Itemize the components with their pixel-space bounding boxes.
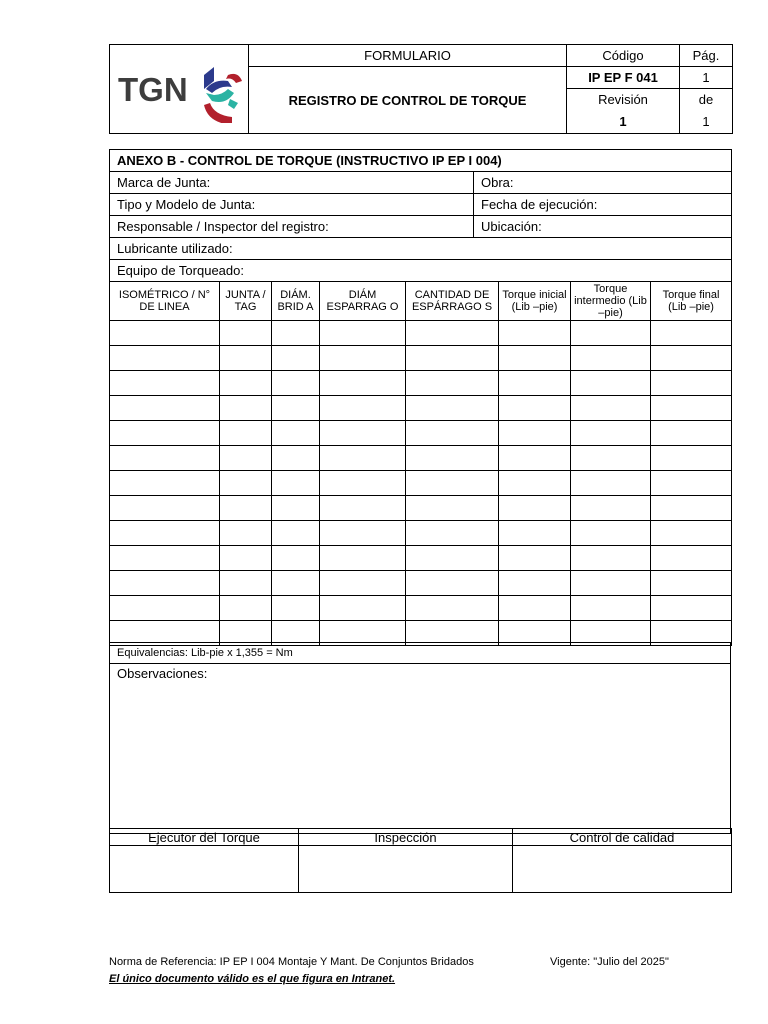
table-cell[interactable]	[571, 571, 651, 596]
equipo-field[interactable]: Equipo de Torqueado:	[110, 260, 732, 282]
table-cell[interactable]	[406, 346, 499, 371]
table-cell[interactable]	[499, 471, 571, 496]
table-cell[interactable]	[220, 421, 272, 446]
table-cell[interactable]	[406, 521, 499, 546]
table-cell[interactable]	[220, 346, 272, 371]
table-cell[interactable]	[571, 421, 651, 446]
document-header	[109, 44, 733, 134]
table-cell[interactable]	[110, 546, 220, 571]
column-header: Torque intermedio (Lib –pie)	[571, 282, 651, 321]
table-row	[110, 396, 732, 421]
table-cell[interactable]	[272, 546, 320, 571]
table-cell[interactable]	[499, 321, 571, 346]
table-cell[interactable]	[571, 471, 651, 496]
table-cell[interactable]	[651, 446, 732, 471]
table-cell[interactable]	[320, 596, 406, 621]
table-cell[interactable]	[499, 446, 571, 471]
table-cell[interactable]	[651, 371, 732, 396]
column-header: DIÁM. BRID A	[272, 282, 320, 321]
table-cell[interactable]	[272, 446, 320, 471]
page-of-label: de	[698, 92, 714, 107]
table-cell[interactable]	[406, 446, 499, 471]
table-cell[interactable]	[571, 371, 651, 396]
code-value: IP EP F 041	[567, 67, 680, 89]
ejecutor-signature[interactable]	[110, 846, 299, 893]
table-row	[110, 596, 732, 621]
table-cell[interactable]	[320, 346, 406, 371]
form-label: FORMULARIO	[249, 45, 567, 67]
table-cell[interactable]	[571, 546, 651, 571]
table-cell[interactable]	[272, 571, 320, 596]
footer-norma: Norma de Referencia: IP EP I 004 Montaje Y Mant. De Conjuntos Bridados	[109, 956, 474, 968]
table-row	[110, 321, 732, 346]
table-cell[interactable]	[320, 396, 406, 421]
table-cell[interactable]	[406, 546, 499, 571]
footer-vigente: Vigente: "Julio del 2025"	[550, 956, 669, 968]
section-title: ANEXO B - CONTROL DE TORQUE (INSTRUCTIVO IP EP I 004)	[110, 150, 732, 172]
logo-cell	[110, 45, 249, 134]
table-cell[interactable]	[499, 371, 571, 396]
table-cell[interactable]	[110, 321, 220, 346]
signature-block	[109, 828, 732, 893]
inspeccion-signature[interactable]	[299, 846, 513, 893]
table-cell[interactable]	[651, 496, 732, 521]
table-cell[interactable]	[320, 446, 406, 471]
table-cell[interactable]	[406, 371, 499, 396]
table-cell[interactable]	[110, 471, 220, 496]
calidad-label: Control de calidad	[513, 829, 732, 846]
table-cell[interactable]	[110, 371, 220, 396]
table-cell[interactable]	[272, 421, 320, 446]
table-cell[interactable]	[272, 371, 320, 396]
table-cell[interactable]	[499, 521, 571, 546]
table-row	[110, 496, 732, 521]
column-header: ISOMÉTRICO / N° DE LINEA	[110, 282, 220, 321]
table-row	[110, 371, 732, 396]
footer-disclaimer: El único documento válido es el que figura en Intranet.	[109, 973, 396, 985]
table-body	[110, 321, 732, 646]
table-cell[interactable]	[320, 546, 406, 571]
table-cell[interactable]	[320, 371, 406, 396]
tipo-field[interactable]: Tipo y Modelo de Junta:	[110, 194, 474, 216]
table-cell[interactable]	[406, 421, 499, 446]
table-cell[interactable]	[110, 496, 220, 521]
table-cell[interactable]	[499, 571, 571, 596]
table-row	[110, 346, 732, 371]
table-cell[interactable]	[110, 571, 220, 596]
table-cell[interactable]	[272, 471, 320, 496]
table-cell[interactable]	[571, 496, 651, 521]
calidad-signature[interactable]	[513, 846, 732, 893]
table-cell[interactable]	[571, 346, 651, 371]
ubicacion-field[interactable]: Ubicación:	[474, 216, 732, 238]
equivalencias-text: Equivalencias: Lib-pie x 1,355 = Nm	[110, 643, 731, 664]
page-number: 1	[680, 67, 733, 89]
table-cell[interactable]	[499, 496, 571, 521]
table-cell[interactable]	[571, 446, 651, 471]
table-cell[interactable]	[651, 321, 732, 346]
table-row	[110, 471, 732, 496]
table-cell[interactable]	[220, 396, 272, 421]
table-cell[interactable]	[406, 596, 499, 621]
revision-value: 1	[619, 114, 627, 129]
column-header: DIÁM ESPARRAG O	[320, 282, 406, 321]
page-total: 1	[702, 114, 710, 129]
table-cell[interactable]	[320, 471, 406, 496]
table-cell[interactable]	[110, 396, 220, 421]
observaciones-box	[109, 663, 731, 834]
table-cell[interactable]	[320, 571, 406, 596]
table-cell[interactable]	[220, 521, 272, 546]
fecha-field[interactable]: Fecha de ejecución:	[474, 194, 732, 216]
table-cell[interactable]	[110, 446, 220, 471]
page-of-cell	[680, 89, 733, 134]
table-cell[interactable]	[499, 546, 571, 571]
table-cell[interactable]	[110, 346, 220, 371]
table-cell[interactable]	[651, 396, 732, 421]
table-cell[interactable]	[272, 596, 320, 621]
responsable-field[interactable]: Responsable / Inspector del registro:	[110, 216, 474, 238]
table-cell[interactable]	[571, 396, 651, 421]
table-cell[interactable]	[499, 596, 571, 621]
table-cell[interactable]	[571, 321, 651, 346]
table-cell[interactable]	[571, 596, 651, 621]
table-cell[interactable]	[272, 521, 320, 546]
table-row	[110, 521, 732, 546]
document-title: REGISTRO DE CONTROL DE TORQUE	[249, 67, 567, 134]
table-cell[interactable]	[272, 496, 320, 521]
table-cell[interactable]	[220, 596, 272, 621]
logo-text: TGN	[118, 70, 188, 108]
table-cell[interactable]	[651, 421, 732, 446]
revision-label: Revisión	[598, 92, 648, 107]
table-cell[interactable]	[272, 321, 320, 346]
table-cell[interactable]	[110, 596, 220, 621]
table-cell[interactable]	[651, 346, 732, 371]
table-cell[interactable]	[651, 571, 732, 596]
column-header: CANTIDAD DE ESPÁRRAGO S	[406, 282, 499, 321]
table-cell[interactable]	[320, 421, 406, 446]
table-row	[110, 546, 732, 571]
form-fields	[109, 149, 732, 282]
table-cell[interactable]	[220, 496, 272, 521]
page-label: Pág.	[680, 45, 733, 67]
table-cell[interactable]	[651, 546, 732, 571]
tgn-logo	[110, 53, 245, 123]
table-cell[interactable]	[651, 596, 732, 621]
table-cell[interactable]	[220, 571, 272, 596]
observaciones-field[interactable]: Observaciones:	[110, 664, 731, 834]
table-header-row	[110, 282, 732, 321]
table-cell[interactable]	[406, 321, 499, 346]
table-cell[interactable]	[499, 346, 571, 371]
marca-field[interactable]: Marca de Junta:	[110, 172, 474, 194]
table-cell[interactable]	[320, 521, 406, 546]
column-header: JUNTA / TAG	[220, 282, 272, 321]
table-cell[interactable]	[220, 371, 272, 396]
ejecutor-label: Ejecutor del Torque	[110, 829, 299, 846]
table-cell[interactable]	[220, 446, 272, 471]
obra-field[interactable]: Obra:	[474, 172, 732, 194]
table-row	[110, 446, 732, 471]
table-cell[interactable]	[406, 496, 499, 521]
table-cell[interactable]	[499, 421, 571, 446]
table-cell[interactable]	[220, 546, 272, 571]
table-cell[interactable]	[110, 521, 220, 546]
table-cell[interactable]	[272, 396, 320, 421]
table-cell[interactable]	[406, 471, 499, 496]
table-cell[interactable]	[320, 321, 406, 346]
table-row	[110, 421, 732, 446]
table-cell[interactable]	[406, 396, 499, 421]
revision-cell	[567, 89, 680, 134]
inspeccion-label: Inspección	[299, 829, 513, 846]
table-cell[interactable]	[220, 471, 272, 496]
column-header: Torque inicial (Lib –pie)	[499, 282, 571, 321]
table-cell[interactable]	[220, 321, 272, 346]
lubricante-field[interactable]: Lubricante utilizado:	[110, 238, 732, 260]
column-header: Torque final (Lib –pie)	[651, 282, 732, 321]
torque-table	[109, 281, 732, 646]
table-cell[interactable]	[406, 571, 499, 596]
table-cell[interactable]	[571, 521, 651, 546]
table-cell[interactable]	[272, 346, 320, 371]
table-row	[110, 571, 732, 596]
table-cell[interactable]	[651, 521, 732, 546]
table-cell[interactable]	[110, 421, 220, 446]
equivalencias-row	[109, 642, 731, 664]
table-cell[interactable]	[651, 471, 732, 496]
code-label: Código	[567, 45, 680, 67]
table-cell[interactable]	[320, 496, 406, 521]
table-cell[interactable]	[499, 396, 571, 421]
